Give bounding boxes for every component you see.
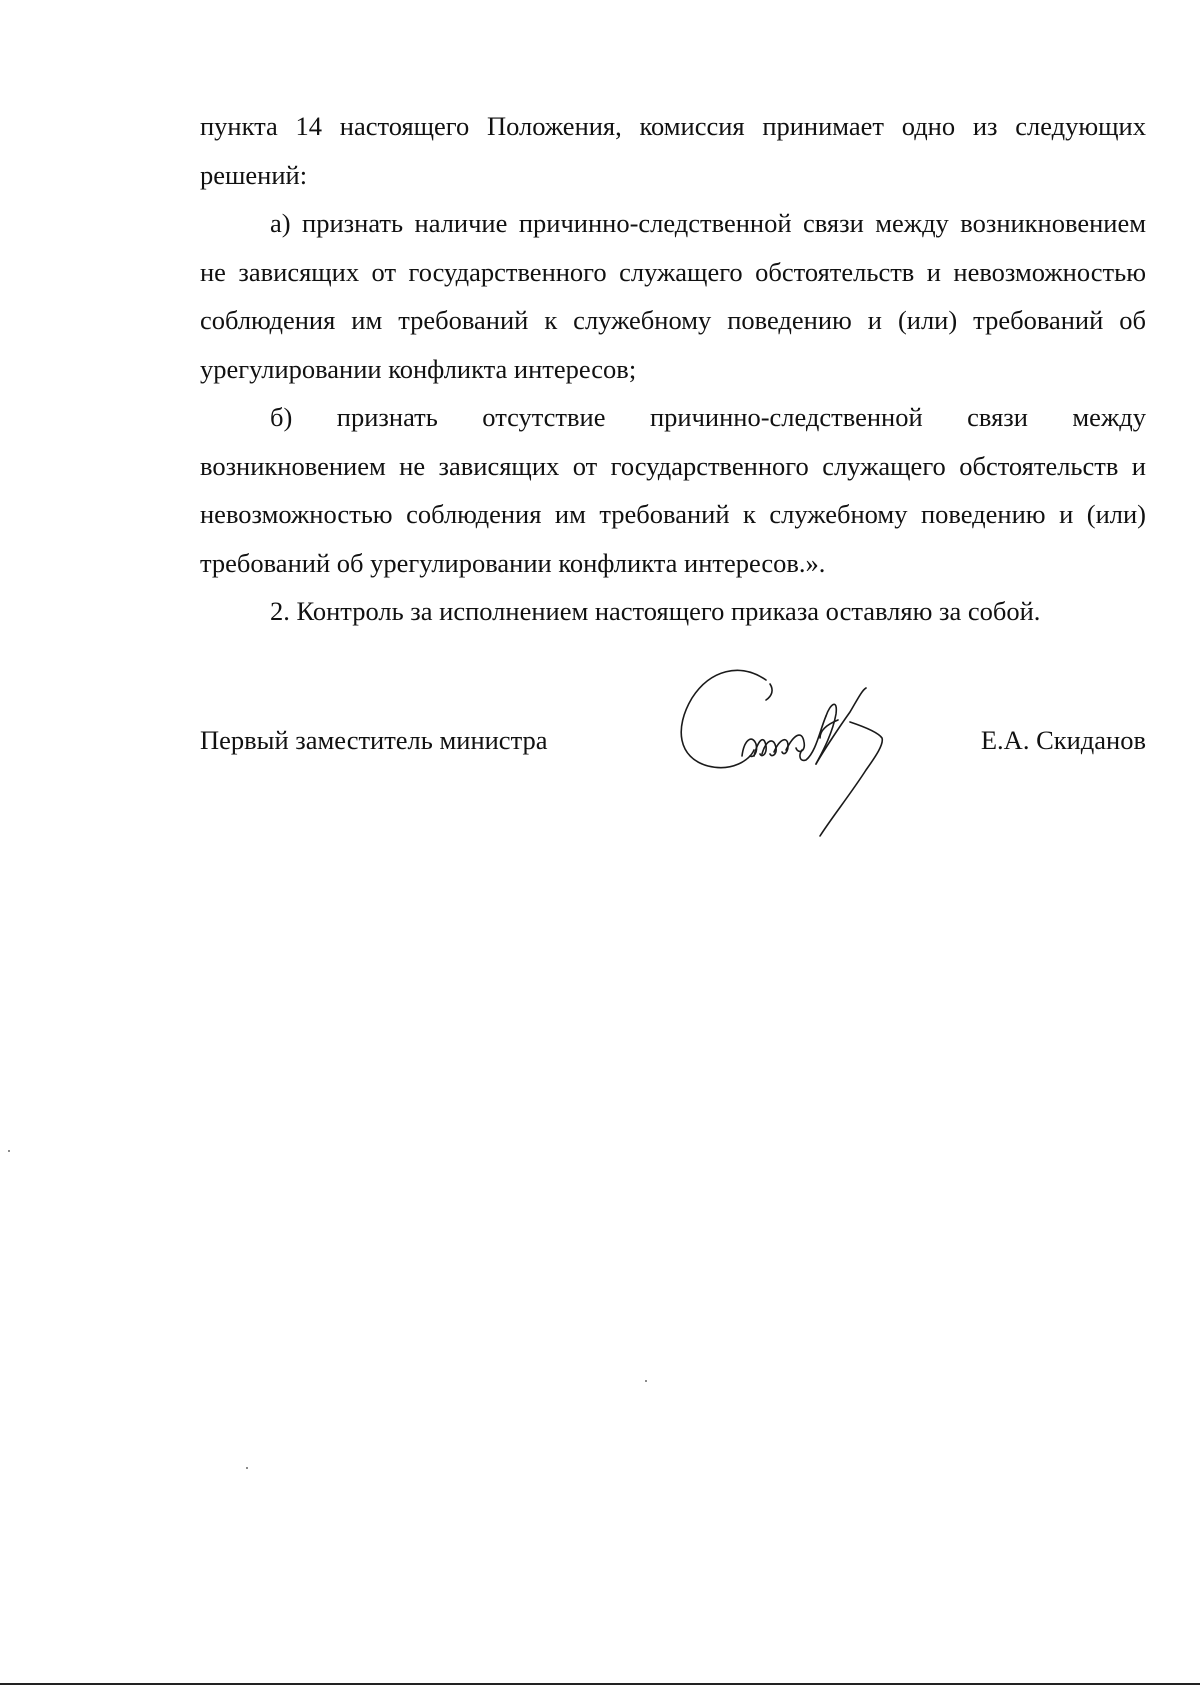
signatory-name: Е.А. Скиданов (980, 725, 1146, 755)
paragraph-option-b: б) признать отсутствие причинно-следственной связи между возникновением не зависящих от государственного служащего обстоятельств и невозможностью соблюдения им требований к служебному поведению и (или) требований об урегулировании конфликта интересов.». (200, 402, 1146, 578)
paragraph-control-clause: 2. Контроль за исполнением настоящего приказа оставляю за собой. (270, 596, 1041, 626)
paragraph-option-a: а) признать наличие причинно-следственной связи между возникновением не зависящих от государственного служащего обстоятельств и невозможностью соблюдения им требований к служебному поведению и (или) требований об урегулировании конфликта интересов; (200, 208, 1146, 384)
scan-speck (645, 1380, 647, 1382)
paragraph-continuation: пункта 14 настоящего Положения, комиссия принимает одно из следующих решений: (200, 111, 1146, 190)
scan-speck (8, 1150, 10, 1152)
handwritten-signature (670, 660, 910, 845)
document-body (200, 102, 1146, 636)
scan-edge-line (0, 1683, 1200, 1685)
signatory-title: Первый заместитель министра (200, 725, 548, 755)
scan-speck (246, 1467, 248, 1469)
